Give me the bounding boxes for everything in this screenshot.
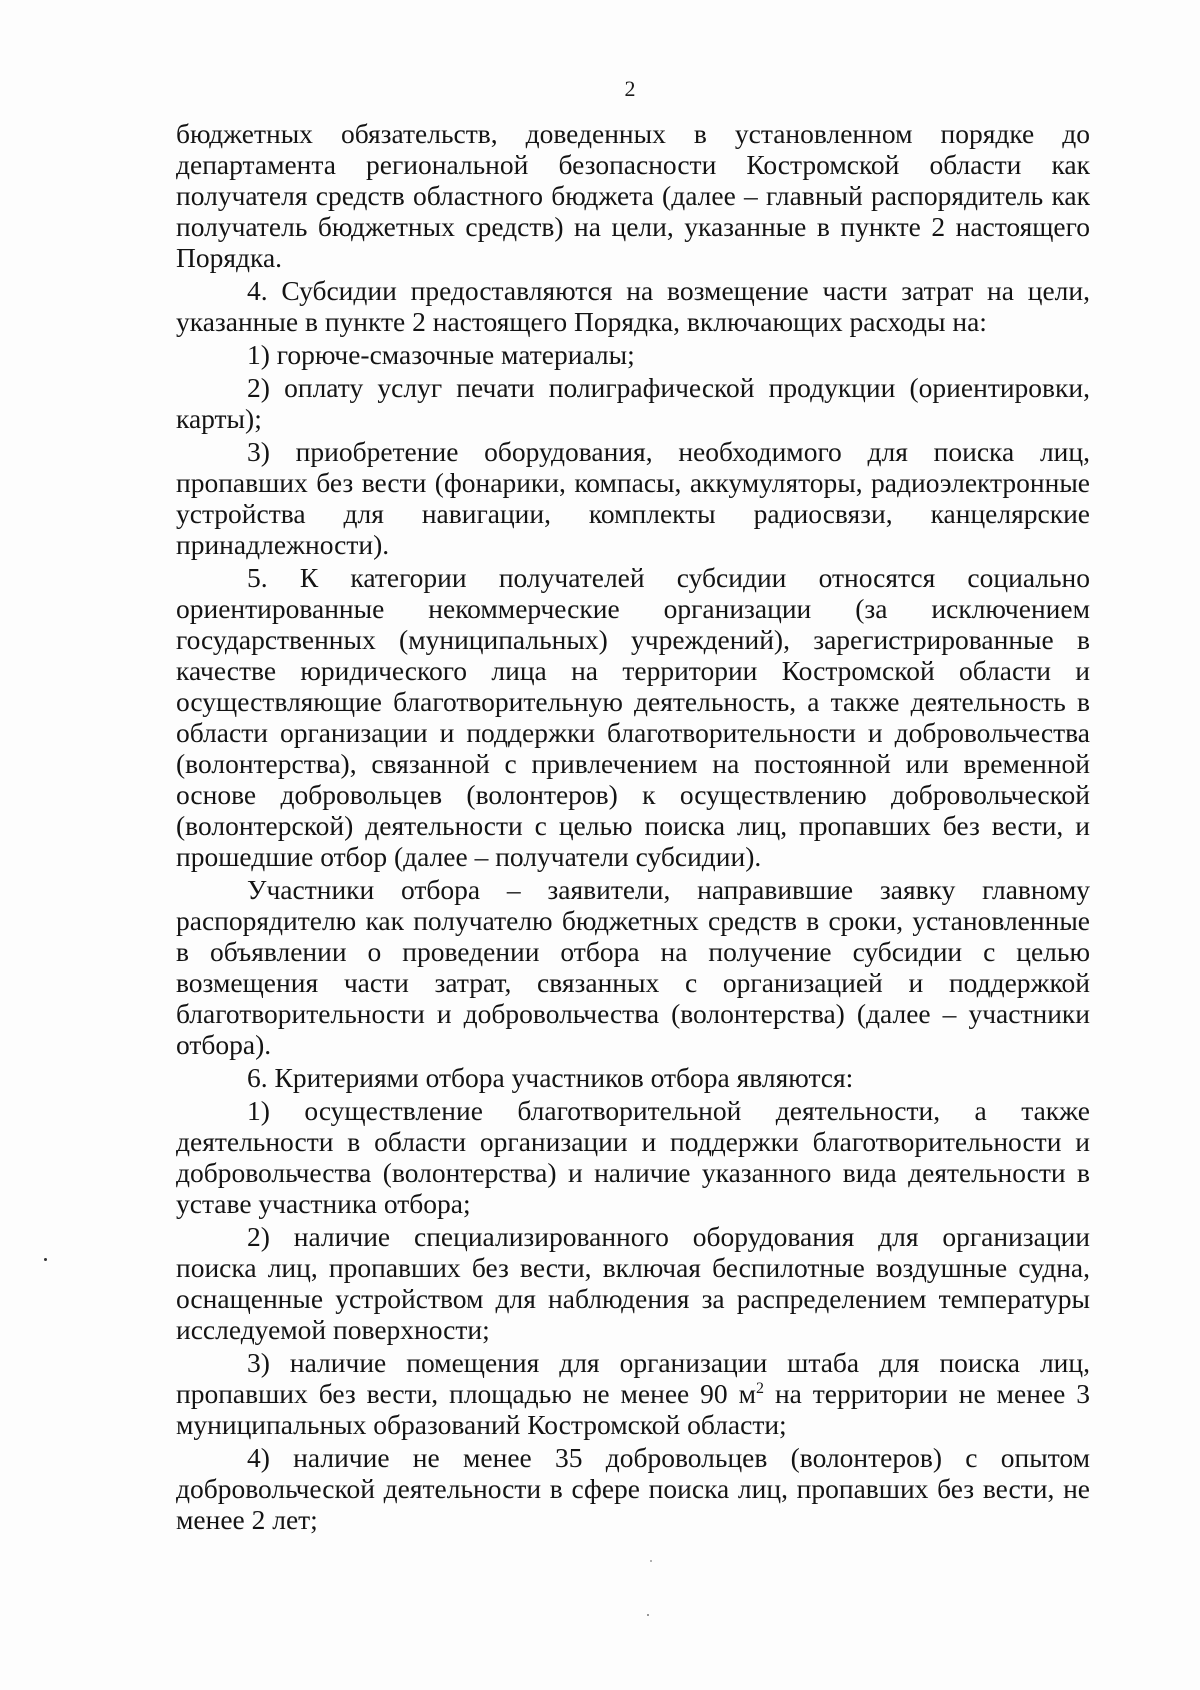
area-text-end: на территории не менее 3 муниципальных образований Костромской области; [176, 1378, 1090, 1440]
paragraph-continuation: бюджетных обязательств, доведенных в установленном порядке до департамента региональной безопасности Костромской области как получателя средств областного бюджета (далее – главный распорядитель как получатель бюджетных средств) на цели, указанные в пункте 2 настоящего Порядка. [176, 118, 1090, 273]
area-text-start: 3) наличие помещения для организации штаба для поиска лиц, пропавших без вести, площадью не менее 90 м [176, 1347, 1090, 1409]
paragraph-subitem-6-1: 1) осуществление благотворительной деятельности, а также деятельности в области организации и поддержки благотворительности и добровольчества (волонтерства) и наличие указанного вида деятельности в уставе участника отбора; [176, 1095, 1090, 1219]
paragraph-item-6: 6. Критериями отбора участников отбора являются: [247, 1062, 854, 1093]
paragraph-item-5: 5. К категории получателей субсидии относятся социально ориентированные некоммерческие организации (за исключением государственных (муниципальных) учреждений), зарегистрированные в качестве юридического лица на территории Костромской области и осуществляющие благотворительную деятельность, а также деятельность в области организации и поддержки благотворительности и добровольчества (волонтерства), связанной с привлечением на постоянной или временной основе добровольцев (волонтеров) к осуществлению добровольческой (волонтерской) деятельности с целью поиска лиц, пропавших без вести, и прошедшие отбор (далее – получатели субсидии). [176, 562, 1090, 872]
paragraph-subitem-4-2: 2) оплату услуг печати полиграфической продукции (ориентировки, карты); [176, 372, 1090, 434]
paragraph-subitem-6-3 [176, 1347, 1090, 1440]
scan-speck [647, 1614, 649, 1616]
paragraph-subitem-4-1: 1) горюче-смазочные материалы; [247, 339, 635, 370]
paragraph-participants: Участники отбора – заявители, направившие заявку главному распорядителю как получателю бюджетных средств в сроки, установленные в объявлении о проведении отбора на получение субсидии с целью возмещения части затрат, связанных с организацией и поддержкой благотворительности и добровольчества (волонтерства) (далее – участники отбора). [176, 874, 1090, 1060]
scan-speck [650, 1560, 652, 1562]
paragraph-subitem-6-4: 4) наличие не менее 35 добровольцев (волонтеров) с опытом добровольческой деятельности в сфере поиска лиц, пропавших без вести, не менее 2 лет; [176, 1442, 1090, 1535]
scan-speck [44, 1258, 47, 1261]
document-body [176, 118, 1090, 1537]
paragraph-item-4: 4. Субсидии предоставляются на возмещение части затрат на цели, указанные в пункте 2 настоящего Порядка, включающих расходы на: [176, 275, 1090, 337]
page-number: 2 [624, 76, 636, 101]
paragraph-subitem-4-3: 3) приобретение оборудования, необходимого для поиска лиц, пропавших без вести (фонарики, компасы, аккумуляторы, радиоэлектронные устройства для навигации, комплекты радиосвязи, канцелярские принадлежности). [176, 436, 1090, 560]
paragraph-subitem-6-2: 2) наличие специализированного оборудования для организации поиска лиц, пропавших без вести, включая беспилотные воздушные судна, оснащенные устройством для наблюдения за распределением температуры исследуемой поверхности; [176, 1221, 1090, 1345]
area-superscript: 2 [756, 1380, 765, 1397]
